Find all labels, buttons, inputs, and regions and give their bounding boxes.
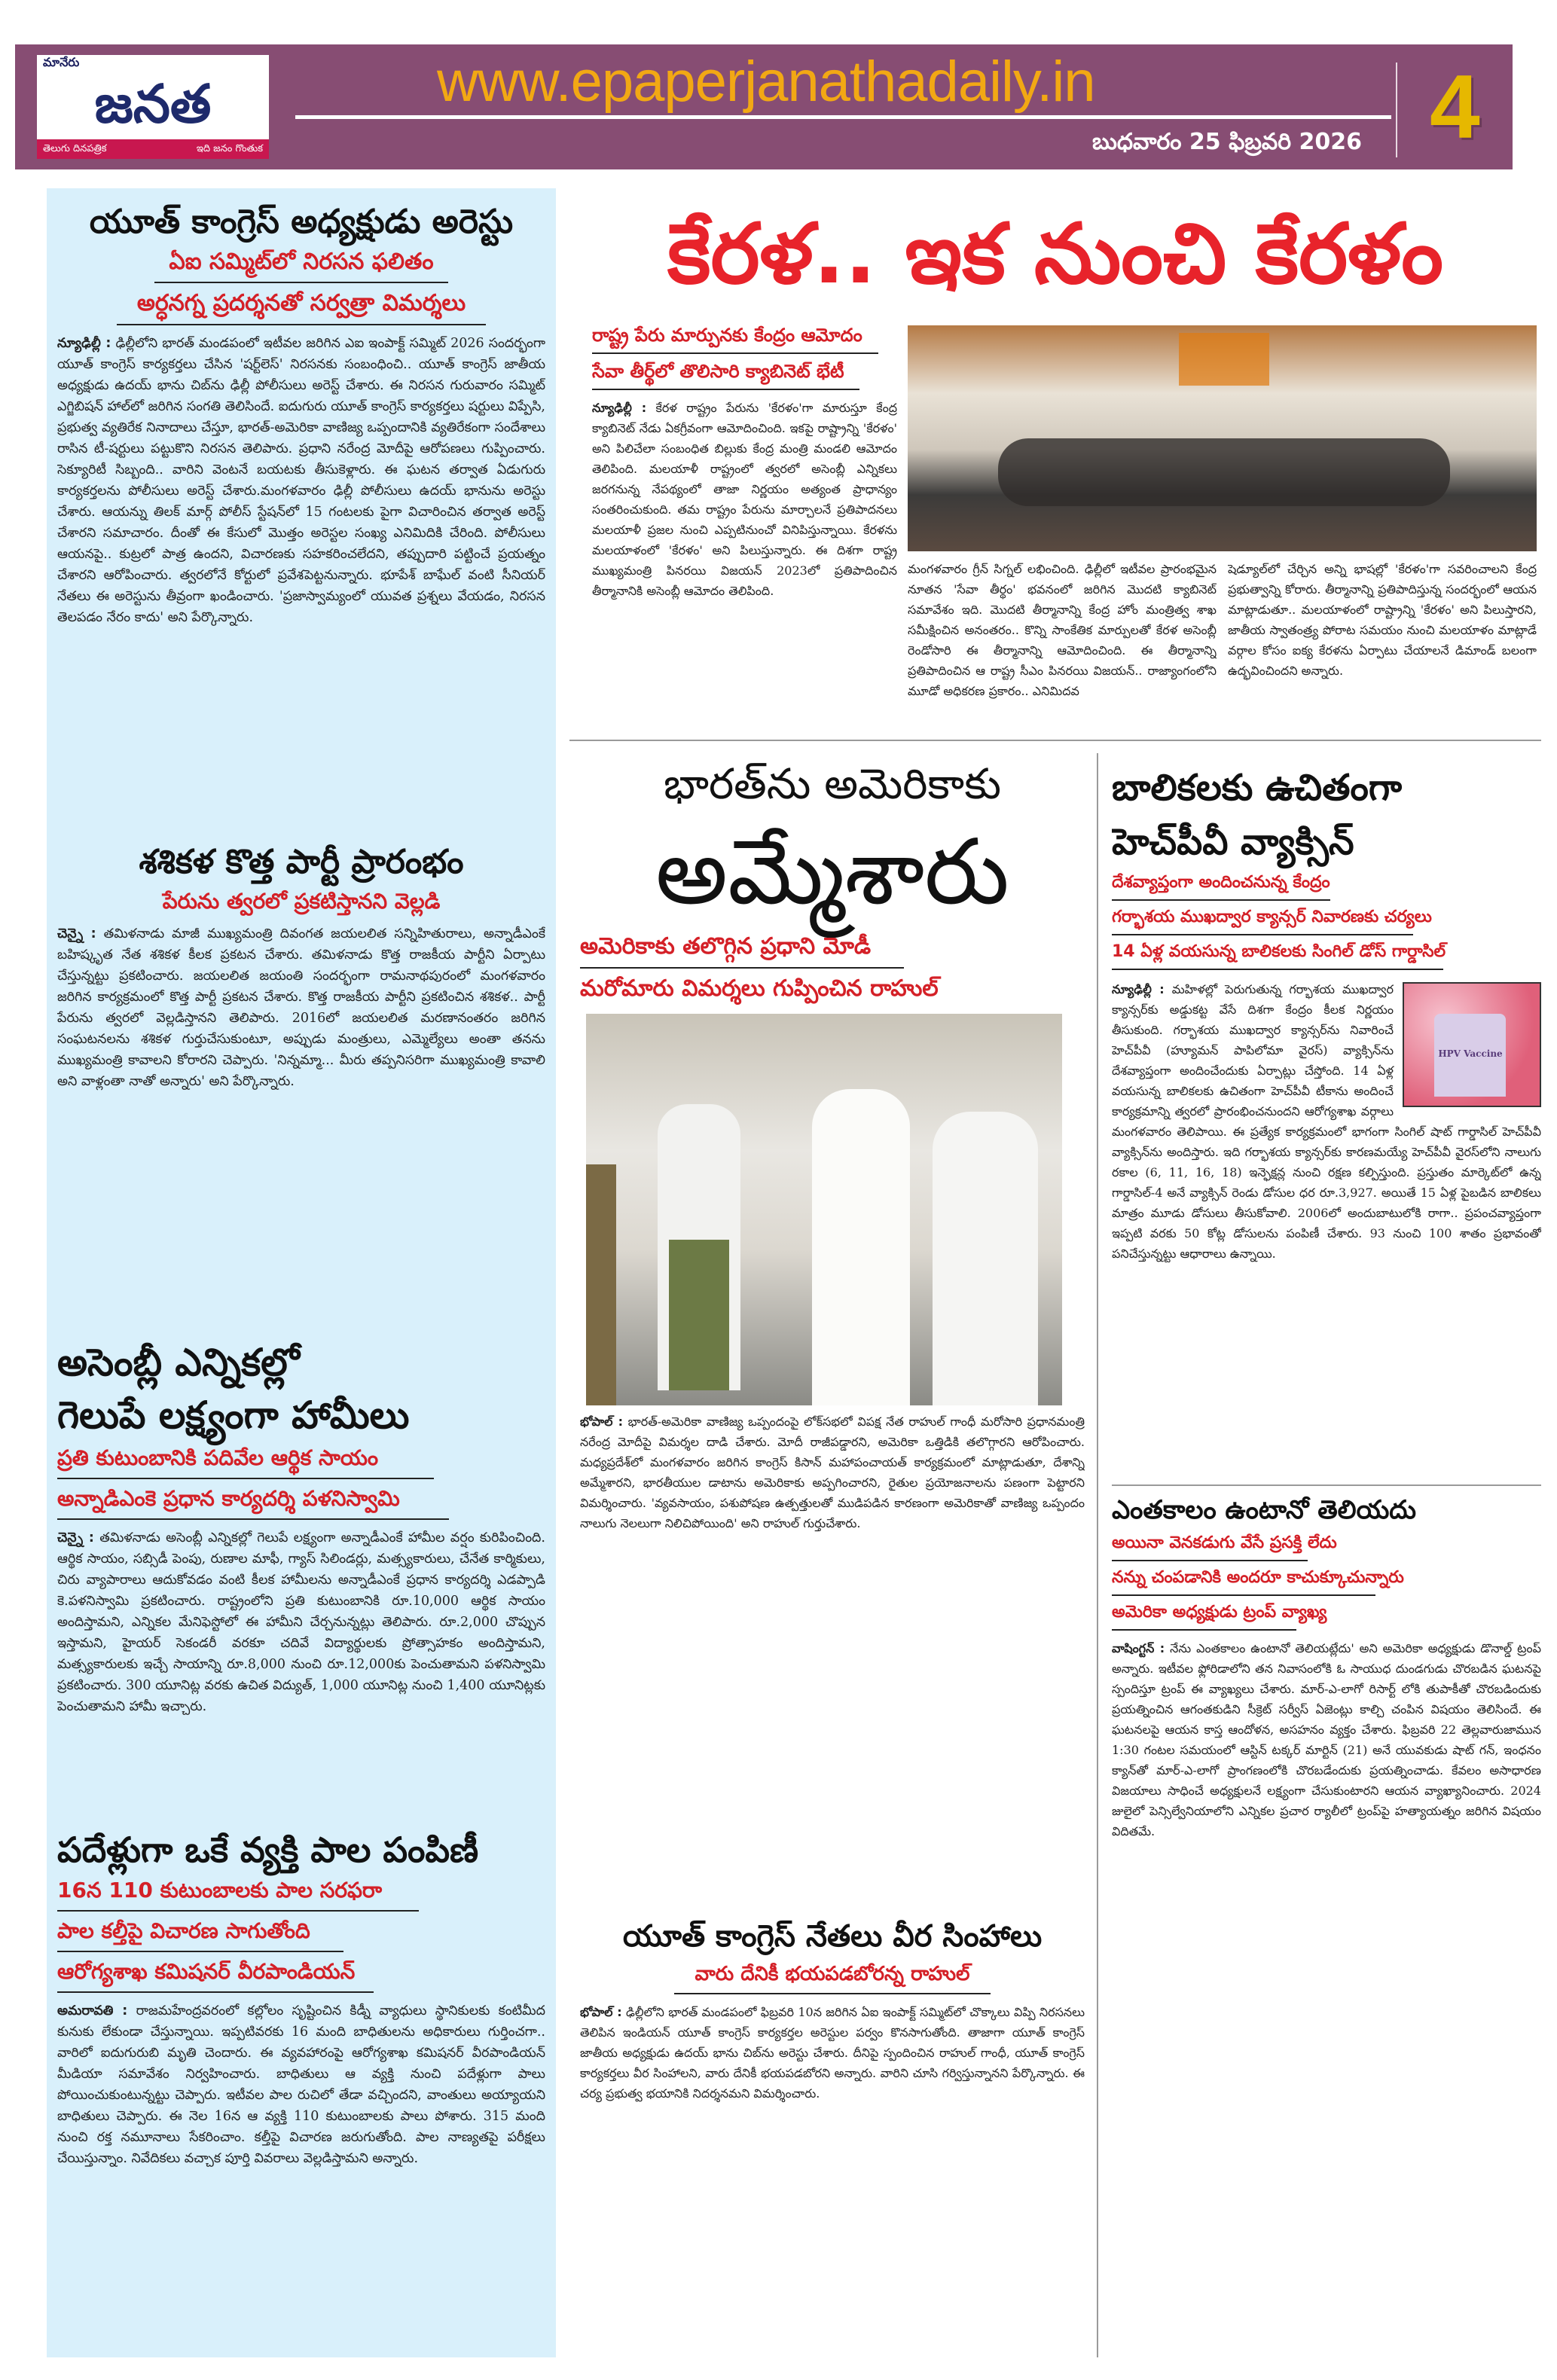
headline-line1: బాలికలకు ఉచితంగా [1112, 767, 1403, 809]
headline: పదేళ్లుగా ఒకే వ్యక్తి పాల పంపిణీ [57, 1829, 479, 1870]
divider [57, 1951, 343, 1952]
masthead-rule [295, 115, 1391, 119]
article-body [1112, 979, 1541, 1480]
subheadline: అమెరికా అధ్యక్షుడు ట్రంప్ వ్యాఖ్య [1112, 1603, 1327, 1622]
subheadline: 14 ఏళ్ల వయసున్న బాలికలకు సింగిల్ డోస్ గార్డాసిల్ [1112, 942, 1446, 961]
rahul-gandhi-photo [586, 1014, 1062, 1405]
article-text: ఢిల్లీలోని భారత్ మండపంలో ఫిబ్రవరి 10న జరిగిన ఏఐ ఇంపాక్ట్ సమ్మిట్‌లో చొక్కాలు విప్పి నిరసనలు తెలిపిన ఇండియన్ యూత్ కాంగ్రెస్ కార్యకర్తల అరెస్టుల పర్వం కొనసాగుతోంది. తాజాగా యూత్ కాంగ్రెస్ జాతీయ అధ్యక్షుడు ఉదయ్ భాను చిబ్‌ను అరెస్టు చేశారు. దీనిపై స్పందించిన రాహుల్ గాంధీ, యూత్ కాంగ్రెస్ కార్యకర్తలు వీర సింహాలని, వారు దేనికీ భయపడబోరని అన్నారు. వారిని చూసి గర్విస్తున్నానని పేర్కొన్నారు. ఈ చర్య ప్రభుత్వ భయానికి నిదర్శనమని విమర్శించారు. [580, 2005, 1085, 2101]
article-text: కేరళ రాష్ట్రం పేరును 'కేరళం'గా మారుస్తూ కేంద్ర క్యాబినెట్ నేడు ఏకగ్రీవంగా ఆమోదించింది. ఇకపై రాష్ట్రాన్ని 'కేరళం' అని పిలిచేలా సంబంధిత బిల్లుకు కేంద్ర మంత్రి మండలి ఆమోదం తెలిపింది. మలయాళీ రాష్ట్రంలో త్వరలో అసెంబ్లీ ఎన్నికలు జరగనున్న నేపథ్యంలో తాజా నిర్ణయం అత్యంత ప్రాధాన్యం సంతరించుకుంది. తమ రాష్ట్రం పేరును మార్చాలనే ప్రతిపాదనలు మలయాళీ ప్రజల నుంచి ఎప్పటినుంచో వినిపిస్తున్నాయి. కేరళను మలయాళంలో 'కేరళం' అని పిలుస్తున్నారు. ఈ దిశగా రాష్ట్ర ముఖ్యమంత్రి పినరయి విజయన్ 2023లో ప్రతిపాదించిన తీర్మానానికి అసెంబ్లీ ఆమోదం తెలిపింది. [592, 401, 897, 598]
page-number: 4 [1430, 56, 1480, 157]
dateline: చెన్నై : [57, 926, 96, 941]
divider [57, 1991, 374, 1993]
story-trump-remarks [1112, 1491, 1541, 2357]
divider [580, 967, 904, 969]
article-text: నేను ఎంతకాలం ఉంటానో తెలియట్లేదు' అని అమెరికా అధ్యక్షుడు డొనాల్డ్ ట్రంప్ అన్నారు. ఇటీవల ఫ్లోరిడాలోని తన నివాసంలోకి ఓ సాయుధ దుండగుడు చొరబడిన ఘటనపై స్పందిస్తూ ట్రంప్ ఈ వ్యాఖ్యలు చేశారు. మార్-ఎ-లాగో రిసార్ట్ లోకి తుపాకీతో చొరబడిందుకు ప్రయత్నించిన ఆగంతకుడిని సీక్రెట్ సర్వీస్ ఏజెంట్లు కాల్చి చంపిన విషయం తెలిసిందే. ఈ ఘటనలపై ఆయన కాస్త ఆందోళన, అసహనం వ్యక్తం చేశారు. ఫిబ్రవరి 22 తెల్లవారుజామున 1:30 గంటల సమయంలో ఆస్టిన్ టక్కర్ మార్టిన్ (21) అనే యువకుడు షాట్ గన్, ఇంధనం క్యాన్‌తో మార్-ఎ-లాగో ప్రాంగణంలోకి చొరబడేందుకు ప్రయత్నించాడు. కేవలం అసాధారణ విజయాలు సాధించే అధ్యక్షులనే లక్ష్యంగా చేసుకుంటారని ఆయన వ్యాఖ్యానించారు. 2024 జులైలో పెన్సిల్వేనియాలోని ఎన్నికల ప్రచార ర్యాలీలో ట్రంప్‌పై హత్యాయత్నం జరిగిన విషయం విదితమే. [1112, 1641, 1541, 1838]
subheadline: పేరును త్వరలో ప్రకటిస్తానని వెల్లడి [162, 889, 441, 914]
dateline: న్యూఢిల్లీ : [592, 401, 647, 415]
issue-date: బుధవారం 25 ఫిబ్రవరి 2026 [1091, 129, 1362, 155]
divider [57, 1910, 419, 1912]
story-rahul-trade-deal [580, 753, 1085, 1906]
dateline: భోపాల్ : [580, 2005, 622, 2019]
left-column [47, 188, 556, 2357]
divider [674, 1993, 991, 1994]
divider [1112, 1560, 1308, 1561]
divider [1112, 899, 1330, 901]
story-milk-adulteration [57, 1826, 545, 2347]
website-url[interactable]: www.epaperjanathadaily.in [437, 50, 1095, 114]
hpv-vaccine-photo [1403, 982, 1541, 1107]
story-youth-congress-lions [580, 1915, 1085, 2357]
section-divider [569, 740, 1541, 741]
logo-tagline-strip [37, 139, 269, 159]
middle-column [580, 753, 1085, 2357]
article-body [580, 2002, 1085, 2357]
masthead-vertical-rule [1396, 63, 1397, 157]
dateline: భోపాల్ : [580, 1414, 623, 1429]
article-text: ఢిల్లీలోని భారత్ మండపంలో ఇటీవల జరిగిన ఎఐ ఇంపాక్ట్ సమ్మిట్ 2026 సందర్భంగా యూత్ కాంగ్రెస్ కార్యకర్తలు చేసిన 'షర్ట్‌లెస్' నిరసనకు సంబంధించి.. యూత్ కాంగ్రెస్ జాతీయ అధ్యక్షుడు ఉదయ్ భాను చిబ్‌ను ఢిల్లీ పోలీసులు అరెస్ట్ చేశారు. ఈ నిరసన గురువారం సమ్మిట్ ఎగ్జిబిషన్ హాల్‌లో జరిగిన సంగతి తెలిసిందే. ఐదుగురు యూత్ కాంగ్రెస్ కార్యకర్తలు షర్టులు విప్పేసి, ప్రభుత్వ వ్యతిరేక నినాదాలు చేస్తూ, భారత్-అమెరికా వాణిజ్య ఒప్పందానికి వ్యతిరేకంగా సందేశాలు రాసిన టీ-షర్టులు పట్టుకొని నిరసన తెలిపారు. ప్రధాని నరేంద్ర మోదీపై ఆరోపణలు గుప్పించారు. సెక్యూరిటీ సిబ్బంది.. వారిని వెంటనే బయటకు తీసుకెళ్లారు. ఈ ఘటన తర్వాత ఏడుగురు కార్యకర్తలను పోలీసులు అరెస్ట్ చేశారు.మంగళవారం ఢిల్లీ పోలీసులు ఉదయ్ భానును అరెస్టు చేశారు. ఆయన్ను తిలక్ మార్గ్ పోలీస్ స్టేషన్‌లో 15 గంటలకు పైగా విచారించిన తర్వాత అరెస్ట్ చేశారని సమాచారం. దీంతో ఈ కేసులో మొత్తం అరెస్టల సంఖ్య ఎనిమిదికి చేరింది. పోలీసులు ఆయనపై.. కుట్రలో పాత్ర ఉందని, విచారణకు సహకరించలేదని, తప్పుదారి పట్టించే ప్రయత్నం చేశారని ఆరోపించారు. త్వరలోనే కోర్టులో ప్రవేశపెట్టనున్నారు. భూపేశ్ బాఘేల్ వంటి సీనియర్ నేతలు ఈ అరెస్టును తీవ్రంగా ఖండించారు. 'ప్రజాస్వామ్యంలో యువత ప్రశ్నలు వేయడం, నిరసన తెలపడం నేరం కాదు' అని పేర్కొన్నారు. [57, 336, 545, 625]
article-text: తమిళనాడు అసెంబ్లీ ఎన్నికల్లో గెలుపే లక్ష్యంగా అన్నాడీఎంకే హామీల వర్షం కురిపించింది. ఆర్థిక సాయం, సబ్సిడీ పెంపు, రుణాల మాఫీ, గ్యాస్ సిలిండర్లు, మత్స్యకారులు, చేనేత కార్మికులు, చిరు వ్యాపారాలు ఆదుకోవడం వంటి కీలక హామీలను అన్నాడీఎంకే ప్రధాన కార్యదర్శి ఎడప్పాడి కె.పళనిస్వామి ప్రకటించారు. రాష్ట్రంలోని ప్రతి కుటుంబానికి రూ.10,000 ఆర్థిక సాయం అందిస్తామని, ఎన్నికల మేనిఫెస్టోలో ఈ హామీని చేర్చనున్నట్లు తెలిపారు. రూ.2,000 చొప్పున ఇస్తామని, హైయర్ సెకండరీ వరకూ చదివే విద్యార్థులకు ప్రోత్సాహకం అందిస్తామని, మత్స్యకారులకు ఇచ్చే సాయాన్ని రూ.8,000 నుంచి రూ.12,000కు పెంచుతామని పళనిస్వామి ప్రకటించారు. 300 యూనిట్ల వరకు ఉచిత విద్యుత్, 1,000 యూనిట్ల నుంచి 1,400 యూనిట్లకు పెంచుతామని హామీ ఇచ్చారు. [57, 1530, 545, 1714]
headline-line2: అమ్మేశారు [655, 820, 1009, 925]
headline-line1: అసెంబ్లీ ఎన్నికల్లో [57, 1340, 300, 1384]
guard-figure [586, 1164, 616, 1405]
person-figure [933, 1112, 1038, 1405]
logo-tag-right: ఇది జనం గొంతుక [196, 143, 263, 154]
dateline: అమరావతి : [57, 2003, 128, 2018]
article-body [592, 398, 897, 735]
divider [57, 1518, 449, 1520]
story-sasikala-party [57, 839, 545, 1329]
headline-line2: గెలుపే లక్ష్యంగా హామీలు [57, 1393, 410, 1437]
article-text: తమిళనాడు మాజీ ముఖ్యమంత్రి దివంగత జయలలిత సన్నిహితురాలు, అన్నాడీఎంకే బహిష్కృత నేత శశికళ కీలక ప్రకటన చేశారు. తమిళనాడు కొత్త రాజకీయ పార్టీని ఏర్పాటు చేస్తున్నట్టు ప్రకటించారు. జయలలిత జయంతి సందర్భంగా రామనాథపురంలో మంగళవారం జరిగిన కార్యక్రమంలో కొత్త పార్టీ ప్రకటన చేశారు. కొత్త రాజకీయ పార్టీని ప్రకటించిన శశికళ.. పార్టీ పేరును త్వరలో వెల్లడిస్తానని తెలిపారు. 2016లో జయలలిత మరణానంతరం జరిగిన సంఘటనలను శశికళ గుర్తుచేసుకుంటూ, అప్పుడు మంత్రులు, ఎమ్మెల్యేలు అంతా తనను ముఖ్యమంత్రి కావాలని కోరారని చెప్పారు. 'నిన్నమ్మా... మీరు తప్పనిసరిగా ముఖ్యమంత్రి కావాలి అని వాళ్లంతా నాతో అన్నారు' అని పేర్కొన్నారు. [57, 926, 545, 1089]
divider [154, 282, 448, 283]
vial-label: HPV Vaccine [1438, 1048, 1503, 1059]
story-hpv-vaccine [1112, 761, 1541, 1480]
divider [1112, 1594, 1375, 1596]
divider [117, 324, 486, 325]
subheadline: దేశవ్యాప్తంగా అందించనున్న కేంద్రం [1112, 873, 1330, 892]
article-body [57, 333, 545, 831]
subheadline: ఏఐ సమ్మిట్‌లో నిరసన ఫలితం [169, 249, 434, 275]
meeting-table [998, 438, 1450, 506]
article-body [1112, 1638, 1541, 2357]
headline: యూత్ కాంగ్రెస్ అధ్యక్షుడు అరెస్టు [89, 203, 514, 241]
story-admk-promises [57, 1336, 545, 1818]
subheadline: ఆరోగ్యశాఖ కమిషనర్ వీరపాండియన్ [57, 1959, 356, 1984]
subheadline: 16న 110 కుటుంబాలకు పాల సరఫరా [57, 1878, 383, 1902]
headline: శశికళ కొత్త పార్టీ ప్రారంభం [139, 843, 464, 881]
subheadline: ప్రతి కుటుంబానికి పదివేల ఆర్థిక సాయం [57, 1445, 379, 1470]
right-column [1112, 761, 1541, 2357]
article-text: రాజమహేంద్రవరంలో కల్లోలం సృష్టించిన కిడ్నీ వ్యాధులు స్థానికులకు కంటిమీద కునుకు లేకుండా చేస్తున్నాయి. ఇప్పటివరకు 16 మంది బాధితులను అధికారులు గుర్తించగా.. వారిలో ఐదుగురుబి మృతి చెందారు. ఈ వ్యవహారంపై ఆరోగ్యశాఖ కమిషనర్ వీరపాండియన్ మీడియా సమావేశం నిర్వహించారు. బాధితులు ఆ వ్యక్తి నుంచి పదేళ్లుగా పాలు పోయించుకుంటున్నట్టు చెప్పారు. ఇటీవల పాల రుచిలో తేడా వచ్చిందని, వాంతులు అయ్యాయని బాధితులు చెప్పారు. ఈ నెల 16న ఆ వ్యక్తి 110 కుటుంబాలకు పాలు పోశారు. 315 మంది నుంచి రక్త నమూనాలు సేకరించాం. కల్తీపై విచారణ జరుగుతోంది. పాల నాణ్యతపై పరీక్షలు చేయిస్తున్నాం. నివేదికలు వచ్చాక పూర్తి వివరాలు వెల్లడిస్తామని అన్నారు. [57, 2003, 545, 2166]
section-divider [1112, 1484, 1541, 1486]
subheadline: మరోమారు విమర్శలు గుప్పించిన రాహుల్ [580, 975, 939, 1002]
divider [592, 389, 859, 390]
headline-line2: హెచ్‌పీవీ వ్యాక్సిన్ [1112, 821, 1354, 863]
story-youth-congress-arrest [57, 199, 545, 831]
column-divider [1097, 753, 1098, 2357]
headline-line1: భారత్‌ను అమెరికాకు [663, 760, 1002, 809]
logo-main-text: జనత [94, 73, 212, 135]
subheadline: అర్ధనగ్న ప్రదర్శనతో సర్వత్రా విమర్శలు [136, 290, 466, 316]
article-body [57, 923, 545, 1329]
person-trousers [669, 1240, 729, 1390]
dateline: చెన్నై : [57, 1530, 94, 1545]
dateline: న్యూఢిల్లీ : [1112, 982, 1165, 996]
article-body [57, 2000, 545, 2347]
cabinet-meeting-photo [908, 325, 1537, 551]
dateline: న్యూఢిల్లీ : [57, 336, 111, 351]
divider [1112, 969, 1443, 970]
divider [592, 352, 878, 354]
article-text: మహిళల్లో పెరుగుతున్న గర్భాశయ ముఖద్వార క్యాన్సర్‌కు అడ్డుకట్ట వేసే దిశగా కేంద్రం కీలక నిర్ణయం తీసుకుంది. గర్భాశయ ముఖద్వార క్యాన్సర్‌ను నివారించే హెచ్‌పీవీ (హ్యూమన్ పాపిలోమా వైరస్) వ్యాక్సిన్‌ను దేశవ్యాప్తంగా అందించేందుకు ఏర్పాట్లు చేస్తోంది. 14 ఏళ్ల వయసున్న బాలికలకు ఉచితంగా హెచ్‌పీవీ టీకాను అందించే కార్యక్రమాన్ని త్వరలో ప్రారంభించనుందని ఆరోగ్యశాఖ వర్గాలు మంగళవారం తెలిపాయి. ఈ ప్రత్యేక కార్యక్రమంలో భాగంగా సింగిల్ షాట్ గార్డాసిల్ హెచ్‌పీవీ వ్యాక్సిన్‌ను అందిస్తారు. ఇది గర్భాశయ క్యాన్సర్‌కు కారణమయ్యే హెచ్‌పీవీ వైరస్‌లోని నాలుగు రకాల (6, 11, 16, 18) ఇన్ఫెక్షన్ల నుంచి రక్షణ కల్పిస్తుంది. ప్రస్తుతం మార్కెట్‌లో ఉన్న గార్డాసిల్-4 అనే వ్యాక్సిన్ రెండు డోసుల ధర రూ.3,927. అయితే 15 ఏళ్ల పైబడిన బాలికలు మాత్రం మూడు డోసులు తీసుకోవాలి. 2006లో అందుబాటులోకి రాగా.. ప్రపంచవ్యాప్తంగా ఇప్పటి వరకు 50 కోట్ల డోసులను పంపిణీ చేశారు. 93 నుంచి 100 శాతం ప్రభావంతో పనిచేస్తున్నట్టు ఆధారాలు ఉన్నాయి. [1112, 982, 1541, 1261]
subheadline: పాల కల్తీపై విచారణ సాగుతోంది [57, 1918, 310, 1943]
divider [57, 1478, 434, 1479]
subheadline: నన్ను చంపడానికి అందరూ కాచుక్కూచున్నారు [1112, 1568, 1404, 1587]
logo-tag-left: తెలుగు దినపత్రిక [43, 143, 107, 154]
headline: ఎంతకాలం ఉంటానో తెలియదు [1112, 1495, 1417, 1525]
logo-small-text: మానేరు [43, 55, 80, 69]
article-body-col3: షెడ్యూల్‌లో చేర్చిన అన్ని భాషల్లో 'కేరళం'గా సవరించాలని కేంద్ర ప్రభుత్వాన్ని కోరారు. తీర్మానాన్ని ప్రతిపాదిస్తున్న సందర్భంలో ఆయన మాట్లాడుతూ.. మలయాళంలో రాష్ట్రాన్ని 'కేరళం' అని పిలుస్తారని, జాతీయ స్వాతంత్ర్య పోరాట సమయం నుంచి మలయాళం మాట్లాడే వర్గాల కోసం ఐక్య కేరళను ఏర్పాటు చేయాలనే డిమాండ్ బలంగా ఉద్భవించిందని అన్నారు. [1228, 562, 1537, 678]
lead-headline: కేరళ.. ఇక నుంచి కేరళం [667, 206, 1443, 302]
flag [1179, 333, 1269, 386]
janatha-logo[interactable] [37, 55, 269, 159]
subheadline: అమెరికాకు తలొగ్గిన ప్రధాని మోడీ [580, 933, 872, 960]
subheadline: సేవా తీర్థ్‌లో తొలిసారి క్యాబినెట్ భేటీ [592, 361, 844, 382]
masthead [15, 44, 1513, 169]
article-body [57, 1527, 545, 1818]
subheadline: రాష్ట్ర పేరు మార్పునకు కేంద్రం ఆమోదం [592, 325, 862, 346]
article-body-col2: మంగళవారం గ్రీన్ సిగ్నల్ లభించింది. ఢిల్లీలో ఇటీవల ప్రారంభమైన నూతన 'సేవా తీర్థం' భవనంలో జరిగిన మొదటి క్యాబినెట్ సమావేశం ఇది. మొదటి తీర్మానాన్ని కేంద్ర హోం మంత్రిత్వ శాఖ సమీక్షించిన అనంతరం.. కొన్ని సాంకేతిక మార్పులతో కేరళ అసెంబ్లీ రెండోసారి ఈ తీర్మానాన్ని ఆమోదించింది. ఈ తీర్మానాన్ని ప్రతిపాదించిన ఆ రాష్ట్ర సీఎం పినరయి విజయన్.. రాజ్యాంగంలోని మూడో అధికరణ ప్రకారం.. ఎనిమిదవ [908, 562, 1217, 698]
subheadline: అయినా వెనకడుగు వేసే ప్రసక్తి లేదు [1112, 1533, 1337, 1552]
subheadline: గర్భాశయ ముఖద్వార క్యాన్సర్ నివారణకు చర్యలు [1112, 908, 1432, 926]
divider [1112, 934, 1413, 935]
divider [1112, 1629, 1296, 1631]
article-body [580, 1411, 1085, 1906]
kerala-subheads [592, 321, 897, 735]
article-text: భారత్-అమెరికా వాణిజ్య ఒప్పందంపై లోక్‌సభలో విపక్ష నేత రాహుల్ గాంధీ మరోసారి ప్రధానమంత్రి నరేంద్ర మోదీపై విమర్శల దాడి చేశారు. మోదీ రాజీపడ్డారని, అమెరికా ఒత్తిడికి తలొగ్గారని ఆరోపించారు. మధ్యప్రదేశ్‌లో మంగళవారం జరిగిన కాంగ్రెస్ కిసాన్ మహాపంచాయత్ కార్యక్రమంలో మాట్లాడుతూ, దేశాన్ని అమ్మేశారని, భారతీయుల డాటాను అమెరికాకు అప్పగించారని, రైతుల ప్రయోజనాలను పణంగా పెట్టారని విమర్శించారు. 'వ్యవసాయం, పశుపోషణ ఉత్పత్తులతో ముడిపడిన కారణంగా అమెరికాతో వాణిజ్య ఒప్పందం నాలుగు నెలలుగా నిలిచిపోయింది' అని రాహుల్ గుర్తుచేశారు. [580, 1414, 1085, 1530]
subheadline: వారు దేనికీ భయపడబోరన్న రాహుల్ [695, 1963, 970, 1985]
subheadline: అన్నాడిఎంకె ప్రధాన కార్యదర్శి పళనిస్వామి [57, 1486, 400, 1511]
headline: యూత్ కాంగ్రెస్ నేతలు వీర సింహాలు [622, 1919, 1043, 1954]
person-figure [812, 1089, 910, 1405]
dateline: వాషింగ్టన్ : [1112, 1641, 1165, 1655]
